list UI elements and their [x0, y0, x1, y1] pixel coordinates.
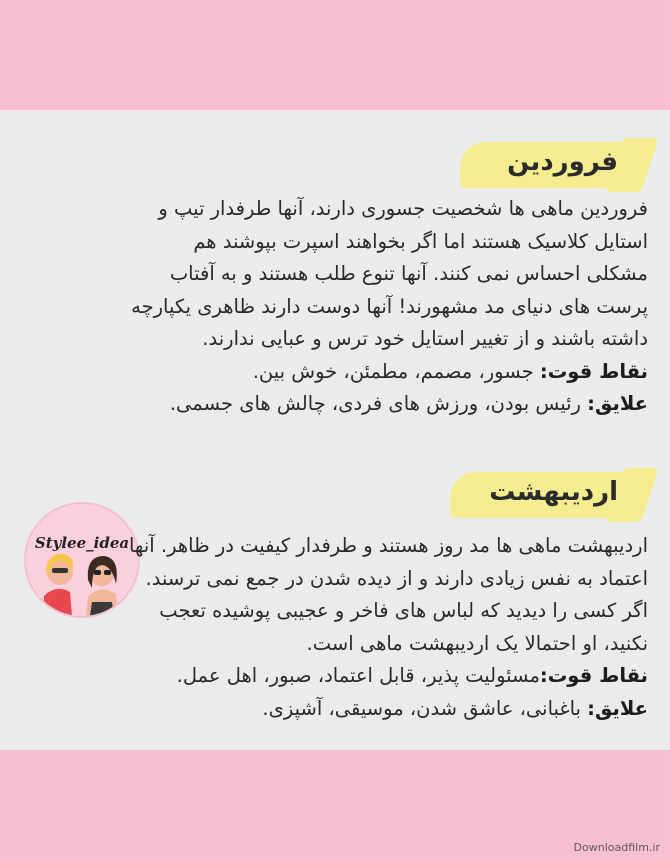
paragraph-line: اگر کسی را دیدید که لباس های فاخر و عجیبی پوشیده تعجب: [159, 599, 648, 622]
paragraph-line: فروردین ماهی ها شخصیت جسوری دارند، آنها طرفدار تیپ و: [158, 197, 648, 220]
title-badge: [460, 136, 640, 196]
strengths-row: [28, 660, 648, 693]
content-card: [0, 110, 670, 750]
strengths-text: جسور، مصمم، مطمئن، خوش بین.: [252, 359, 540, 383]
paragraph-line: اردیبهشت ماهی ها مد روز هستند و طرفدار کیفیت در ظاهر. آنها: [128, 534, 648, 557]
watermark: Downloadfilm.ir: [573, 841, 660, 854]
strengths-label: نقاط قوت:: [539, 664, 648, 687]
section-title: اردیبهشت: [489, 477, 618, 507]
interests-row: [28, 388, 648, 421]
interests-row: [28, 693, 648, 726]
section-title: فروردین: [507, 147, 618, 177]
paragraph-line: استایل کلاسیک هستند اما اگر بخواهند اسپرت بپوشند هم: [193, 229, 648, 253]
strengths-text: مسئولیت پذیر، قابل اعتماد، صبور، اهل عمل.: [176, 664, 540, 687]
paragraph-line: داشته باشند و از تغییر استایل خود ترس و عبایی ندارند.: [202, 327, 648, 350]
strengths-label: نقاط قوت:: [539, 359, 648, 383]
title-badge: [450, 466, 640, 526]
paragraph-line: پرست های دنیای مد مشهورند! آنها دوست دارند ظاهری یکپارچه: [131, 294, 648, 318]
paragraph-line: نکنید، او احتمالا یک اردیبهشت ماهی است.: [306, 631, 648, 655]
paragraph-line: اعتماد به نفس زیادی دارند و از دیده شدن در جمع نمی ترسند.: [145, 566, 648, 590]
avatar-text: Stylee_idea: [34, 534, 130, 552]
strengths-row: [28, 356, 648, 389]
interests-label: علایق:: [587, 696, 648, 720]
paragraph-line: مشکلی احساس نمی کنند. آنها تنوع طلب هستند و به آفتاب: [169, 262, 648, 285]
interests-label: علایق:: [587, 392, 648, 415]
section-text: [28, 193, 648, 421]
interests-text: رئیس بودن، ورزش های فردی، چالش های جسمی.: [169, 392, 588, 415]
section-text: [28, 530, 648, 725]
interests-text: باغبانی، عاشق شدن، موسیقی، آشپزی.: [262, 696, 588, 720]
